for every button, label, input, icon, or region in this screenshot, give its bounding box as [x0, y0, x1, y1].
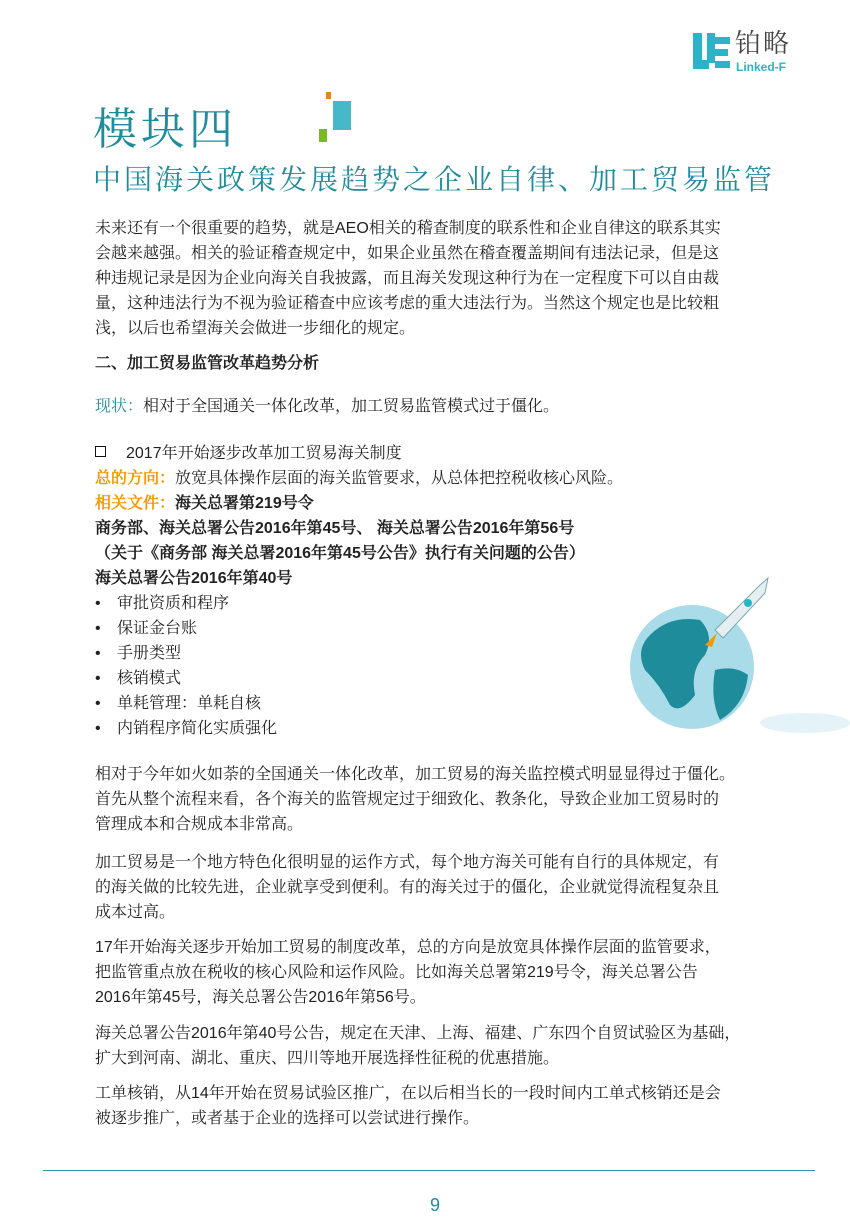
bullet-item: • 手册类型: [95, 641, 623, 666]
direction-line: [95, 466, 623, 491]
document-item: 海关总署公告2016年第40号: [95, 570, 293, 587]
reform-block: [95, 441, 623, 741]
section-heading: 二、加工贸易监管改革趋势分析: [95, 355, 320, 372]
paragraph: [95, 762, 740, 837]
document-item: （关于《商务部 海关总署2016年第45号公告》执行有关问题的公告）: [95, 545, 585, 562]
checkbox-label: 2017年开始逐步改革加工贸易海关制度: [126, 445, 402, 462]
text-line: 海关总署公告2016年第40号公告，规定在天津、上海、福建、广东四个自贸试验区为基础，: [95, 1025, 741, 1042]
status-line: [95, 394, 559, 419]
module-subtitle: 中国海关政策发展趋势之企业自律、加工贸易监管: [93, 163, 776, 196]
checkbox-icon: [95, 446, 106, 457]
text-line: 把监管重点放在税收的核心风险和运作风险。比如海关总署第219号令，海关总署公告: [95, 964, 698, 981]
checkbox-item: [95, 441, 623, 466]
paragraph: [95, 850, 740, 925]
logo-cn: 铂略: [735, 28, 792, 58]
text-line: 成本过高。: [95, 904, 176, 921]
documents-line: [95, 491, 623, 516]
intro-paragraph: [95, 216, 721, 341]
bullet-item: • 单耗管理：单耗自核: [95, 691, 623, 716]
paragraph: [95, 935, 740, 1010]
module-title: 模块四: [93, 104, 237, 155]
bullet-item: • 内销程序简化实质强化: [95, 716, 623, 741]
text-line: 2016年第45号，海关总署公告2016年第56号。: [95, 989, 426, 1006]
logo: [693, 28, 823, 77]
bullet-item: • 保证金台账: [95, 616, 623, 641]
text-line: 工单核销，从14年开始在贸易试验区推广，在以后相当长的一段时间内工单式核销还是会: [95, 1085, 721, 1102]
text-line: 浅，以后也希望海关会做进一步细化的规定。: [95, 320, 416, 337]
direction-text: 放宽具体操作层面的海关监管要求，从总体把控税收核心风险。: [175, 470, 624, 487]
text-line: 被逐步推广，或者基于企业的选择可以尝试进行操作。: [95, 1110, 480, 1127]
text-line: 会越来越强。相关的验证稽查规定中，如果企业虽然在稽查覆盖期间有违法记录，但是这: [95, 245, 720, 262]
text-line: 首先从整个流程来看，各个海关的监管规定过于细致化、教条化，导致企业加工贸易时的: [95, 791, 720, 808]
text-line: 扩大到河南、湖北、重庆、四川等地开展选择性征税的优惠措施。: [95, 1050, 560, 1067]
globe-rocket-illustration: [620, 575, 850, 745]
document-item: 海关总署第219号令: [175, 495, 314, 512]
footer-divider: [43, 1170, 815, 1171]
document-item: 商务部、海关总署公告2016年第45号、 海关总署公告2016年第56号: [95, 520, 575, 537]
text-line: 加工贸易是一个地方特色化很明显的运作方式，每个地方海关可能有自行的具体规定，有: [95, 854, 720, 871]
text-line: 管理成本和合规成本非常高。: [95, 816, 304, 833]
paragraph: [95, 1021, 740, 1071]
bullet-item: • 审批资质和程序: [95, 591, 623, 616]
page-number: 9: [429, 1195, 440, 1215]
status-label: 现状：: [95, 398, 144, 415]
status-text: 相对于全国通关一体化改革，加工贸易监管模式过于僵化。: [143, 398, 560, 415]
logo-en: Linked-F: [736, 60, 786, 74]
text-line: 的海关做的比较先进，企业就享受到便利。有的海关过于的僵化，企业就觉得流程复杂且: [95, 879, 720, 896]
paragraph: [95, 1081, 740, 1131]
direction-label: 总的方向：: [95, 470, 176, 487]
documents-label: 相关文件：: [95, 495, 176, 512]
text-line: 种违规记录是因为企业向海关自我披露，而且海关发现这种行为在一定程度下可以自由裁: [95, 270, 720, 287]
bullet-item: • 核销模式: [95, 666, 623, 691]
logo-mark-icon: [693, 33, 733, 73]
text-line: 相对于今年如火如荼的全国通关一体化改革，加工贸易的海关监控模式明显显得过于僵化。: [95, 766, 736, 783]
text-line: 17年开始海关逐步开始加工贸易的制度改革，总的方向是放宽具体操作层面的监管要求，: [95, 939, 721, 956]
text-line: 未来还有一个很重要的趋势，就是AEO相关的稽查制度的联系性和企业自律这的联系其实: [95, 220, 721, 237]
text-line: 量，这种违法行为不视为验证稽查中应该考虑的重大违法行为。当然这个规定也是比较粗: [95, 295, 720, 312]
body-paragraphs: [95, 762, 740, 1131]
